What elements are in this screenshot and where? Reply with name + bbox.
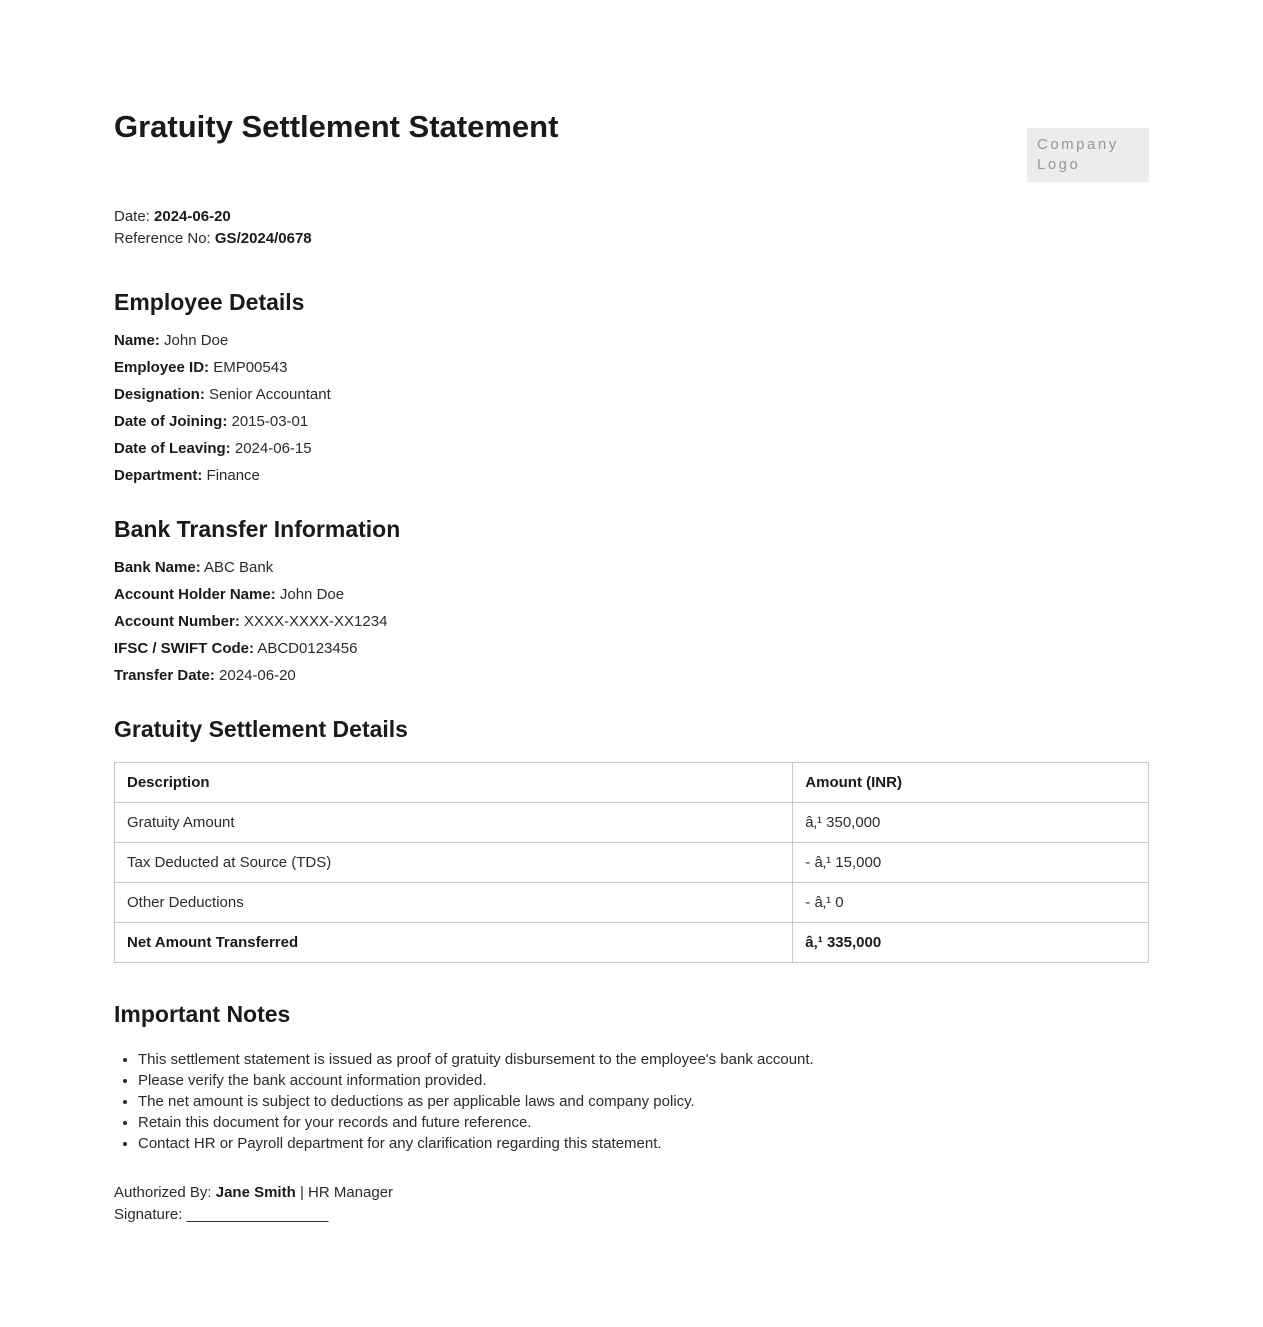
employee-name-field <box>114 331 1149 350</box>
authorized-role: | HR Manager <box>299 1184 394 1201</box>
field-label: Employee ID: <box>114 359 210 376</box>
field-label: Bank Name: <box>114 559 201 576</box>
reference-value: GS/2024/0678 <box>214 230 312 247</box>
company-logo-text-line1: Company <box>1037 136 1119 153</box>
company-logo-placeholder <box>1027 128 1149 182</box>
document-footer <box>114 1182 1149 1226</box>
signature-line <box>114 1204 1149 1226</box>
field-label: IFSC / SWIFT Code: <box>114 640 254 657</box>
field-value: 2015-03-01 <box>231 413 309 430</box>
note-item: • Please verify the bank account information provided. <box>138 1070 1149 1091</box>
field-value: 2024-06-20 <box>219 667 296 684</box>
account-number-field <box>114 612 1149 631</box>
employee-details-fields <box>114 331 1149 485</box>
ifsc-swift-field <box>114 639 1149 658</box>
settlement-table <box>114 762 1149 963</box>
employee-leaving-date-field <box>114 439 1149 458</box>
transfer-date-field <box>114 666 1149 685</box>
field-value: 2024-06-15 <box>234 440 312 457</box>
field-label: Account Holder Name: <box>114 586 276 603</box>
bank-name-field <box>114 558 1149 577</box>
table-header-description: Description <box>115 763 793 803</box>
employee-joining-date-field <box>114 412 1149 431</box>
cell-description: Gratuity Amount <box>115 803 793 843</box>
table-row-other-deductions <box>115 883 1149 923</box>
table-header-amount: Amount (INR) <box>793 763 1149 803</box>
field-value: John Doe <box>164 332 229 349</box>
table-header-row <box>115 763 1149 803</box>
document-header <box>114 107 1149 182</box>
signature-label: Signature: <box>114 1206 183 1223</box>
field-label: Transfer Date: <box>114 667 215 684</box>
cell-description: Net Amount Transferred <box>115 923 793 963</box>
table-row-tds <box>115 843 1149 883</box>
bank-transfer-heading: Bank Transfer Information <box>114 516 401 542</box>
date-label: Date: <box>114 208 150 225</box>
settlement-details-heading: Gratuity Settlement Details <box>114 716 408 742</box>
field-value: ABCD0123456 <box>257 640 358 657</box>
field-value: Senior Accountant <box>209 386 331 403</box>
field-label: Designation: <box>114 386 205 403</box>
field-value: ABC Bank <box>204 559 274 576</box>
cell-amount: - â‚¹ 15,000 <box>793 843 1149 883</box>
date-value: 2024-06-20 <box>154 208 231 225</box>
field-value: John Doe <box>279 586 345 603</box>
table-row-net-amount <box>115 923 1149 963</box>
cell-amount: - â‚¹ 0 <box>793 883 1149 923</box>
note-item: • The net amount is subject to deductions as per applicable laws and company policy. <box>138 1091 1149 1112</box>
reference-label: Reference No: <box>114 230 211 247</box>
table-row-gratuity-amount <box>115 803 1149 843</box>
signature-blank: _________________ <box>186 1206 329 1223</box>
reference-line <box>114 228 1149 250</box>
company-logo-text-line2: Logo <box>1037 156 1081 173</box>
field-label: Department: <box>114 467 203 484</box>
authorized-label: Authorized By: <box>114 1184 212 1201</box>
note-item: • Contact HR or Payroll department for any clarification regarding this statement. <box>138 1133 1149 1154</box>
field-value: XXXX-XXXX-XX1234 <box>244 613 388 630</box>
bank-transfer-fields <box>114 558 1149 685</box>
document-meta <box>114 206 1149 250</box>
field-label: Date of Joining: <box>114 413 228 430</box>
account-holder-field <box>114 585 1149 604</box>
note-item: • Retain this document for your records and future reference. <box>138 1112 1149 1133</box>
employee-department-field <box>114 466 1149 485</box>
field-label: Account Number: <box>114 613 240 630</box>
field-label: Date of Leaving: <box>114 440 231 457</box>
field-value: Finance <box>206 467 260 484</box>
important-notes-heading: Important Notes <box>114 1001 291 1027</box>
cell-amount: â‚¹ 350,000 <box>793 803 1149 843</box>
page-title: Gratuity Settlement Statement <box>114 109 559 144</box>
field-label: Name: <box>114 332 160 349</box>
field-value: EMP00543 <box>213 359 288 376</box>
employee-details-heading: Employee Details <box>114 289 305 315</box>
important-notes-list <box>114 1049 1149 1154</box>
note-item: • This settlement statement is issued as proof of gratuity disbursement to the employee's bank account. <box>138 1049 1149 1070</box>
cell-description: Other Deductions <box>115 883 793 923</box>
authorized-name: Jane Smith <box>215 1184 296 1201</box>
cell-amount: â‚¹ 335,000 <box>793 923 1149 963</box>
authorized-by-line <box>114 1182 1149 1204</box>
employee-id-field <box>114 358 1149 377</box>
employee-designation-field <box>114 385 1149 404</box>
cell-description: Tax Deducted at Source (TDS) <box>115 843 793 883</box>
date-line <box>114 206 1149 228</box>
